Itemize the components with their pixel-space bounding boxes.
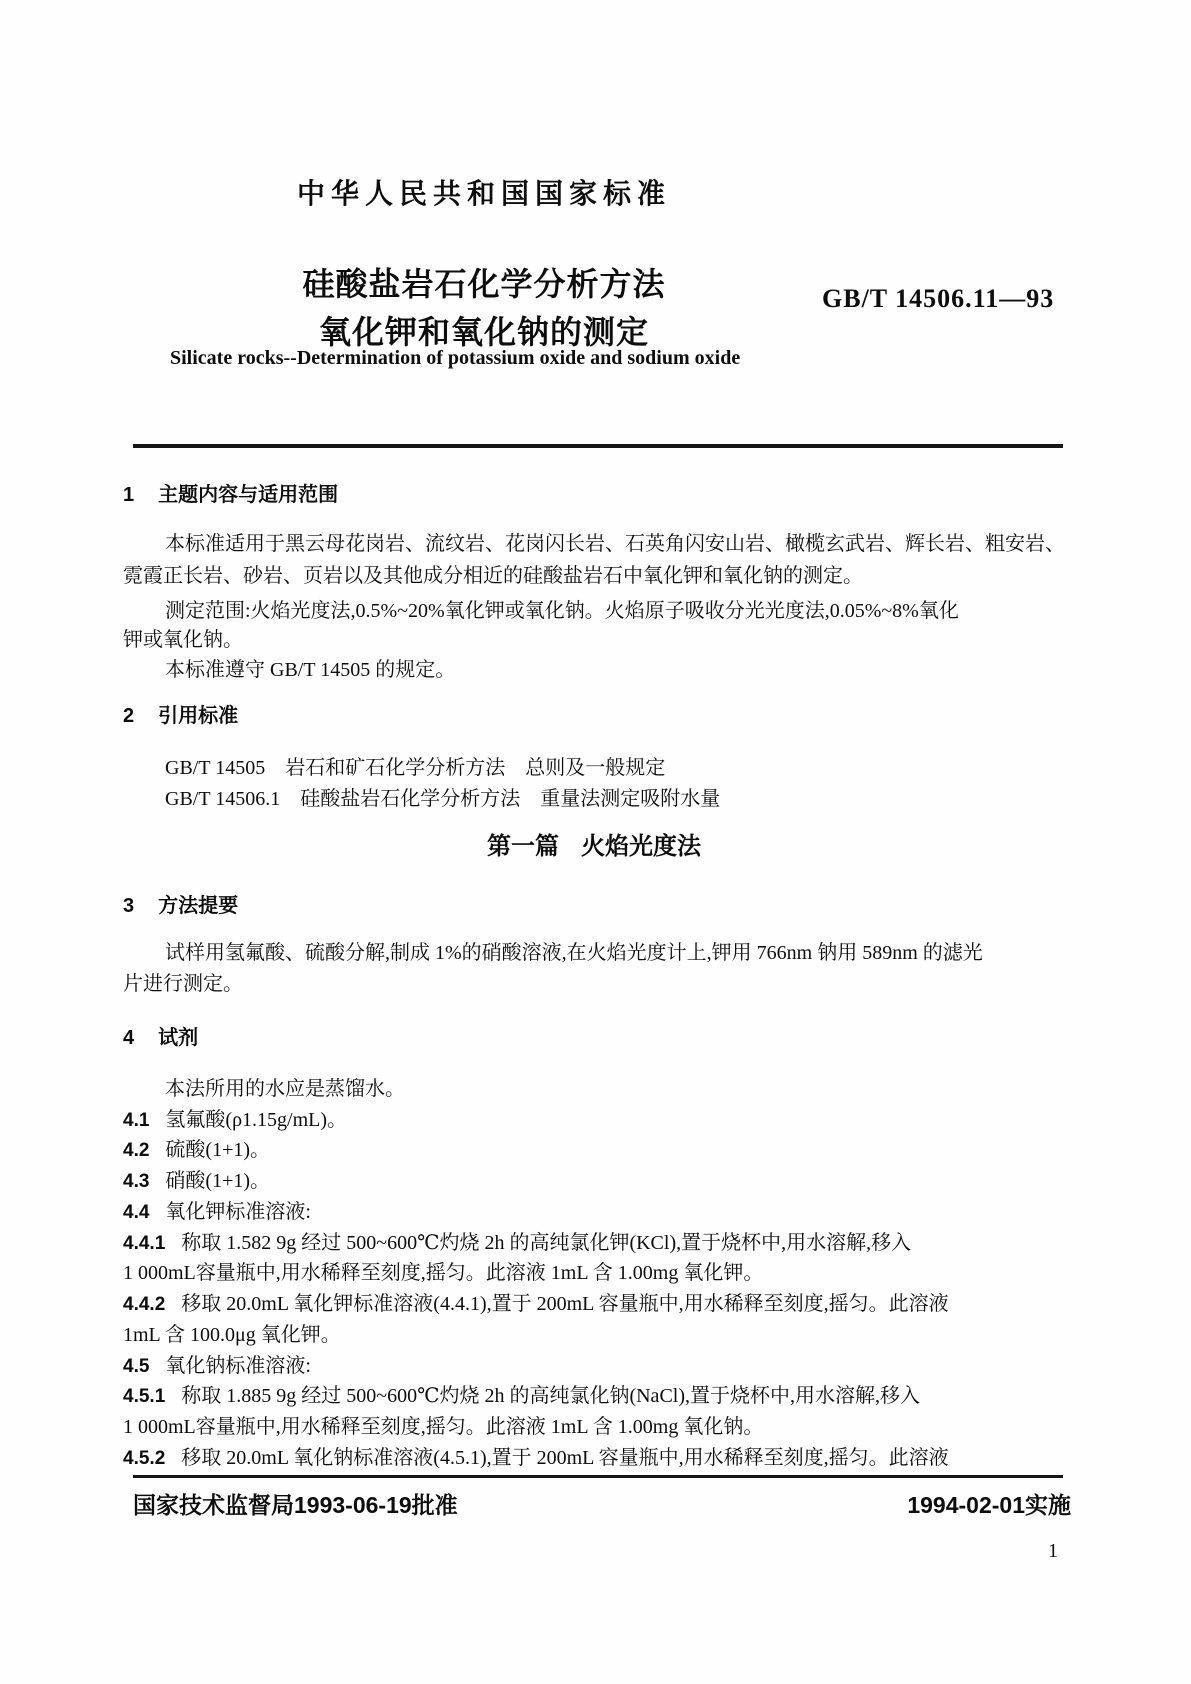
footer-approval: 国家技术监督局1993-06-19批准 [133,1492,458,1518]
item-text: 氧化钠标准溶液: [165,1355,311,1377]
method-summary-line-2: 片进行测定。 [123,973,243,995]
compliance-paragraph: 本标准遵守 GB/T 14505 的规定。 [165,659,456,681]
range-paragraph-line-2: 钾或氧化钠。 [123,629,243,651]
section-3-number: 3 [123,895,135,917]
section-2-heading [123,704,1073,728]
item-number: 4.4.1 [123,1233,166,1254]
reagent-item-4-4-1-cont: 1 000mL容量瓶中,用水稀释至刻度,摇匀。此溶液 1mL 含 1.00mg 氧化钾。 [123,1262,764,1284]
reagent-item-4-5-1 [123,1384,1073,1409]
item-text: 硫酸(1+1)。 [165,1139,271,1161]
scope-paragraph-line-2: 霓霞正长岩、砂岩、页岩以及其他成分相近的硅酸盐岩石中氧化钾和氧化钠的测定。 [123,565,863,587]
part-one-number: 第一篇 [487,833,559,860]
standard-code: GB/T 14506.11—93 [822,284,1055,313]
section-4-title: 试剂 [158,1027,199,1049]
item-number: 4.4.2 [123,1294,166,1315]
page-number: 1 [1048,1540,1058,1562]
section-4-number: 4 [123,1027,135,1049]
part-one-title: 火焰光度法 [581,833,701,860]
reagent-item-4-4-2-cont: 1mL 含 100.0μg 氧化钾。 [123,1324,341,1346]
reference-1: GB/T 14505 岩石和矿石化学分析方法 总则及一般规定 [165,757,666,779]
reagent-item-4-1 [123,1108,1073,1133]
item-number: 4.5.2 [123,1448,166,1469]
document-title-line2: 氧化钾和氧化钠的测定 [318,314,649,350]
item-number: 4.3 [123,1171,150,1192]
standard-label: 中华人民共和国国家标准 [296,178,671,209]
method-summary-line-1: 试样用氢氟酸、硫酸分解,制成 1%的硝酸溶液,在火焰光度计上,钾用 766nm 钠用 589nm 的滤光 [165,942,983,964]
reagent-item-4-4-2 [123,1292,1073,1317]
document-title-line1: 硅酸盐岩石化学分析方法 [302,266,666,302]
section-1-number: 1 [123,484,135,506]
item-number: 4.5 [123,1356,150,1377]
reagent-item-4-5 [123,1354,1073,1379]
range-paragraph-line-1: 测定范围:火焰光度法,0.5%~20%氧化钾或氧化钠。火焰原子吸收分光光度法,0.05%~8%氧化 [165,600,959,622]
reagent-item-4-5-1-cont: 1 000mL容量瓶中,用水稀释至刻度,摇匀。此溶液 1mL 含 1.00mg 氧化钠。 [123,1416,764,1438]
section-3-heading [123,894,1073,918]
reagent-item-4-4 [123,1200,1073,1225]
item-text: 称取 1.582 9g 经过 500~600℃灼烧 2h 的高纯氯化钾(KCl),置于烧杯中,用水溶解,移入 [181,1232,912,1254]
reference-2: GB/T 14506.1 硅酸盐岩石化学分析方法 重量法测定吸附水量 [165,788,721,810]
section-2-number: 2 [123,705,135,727]
reagent-item-4-5-2 [123,1446,1073,1471]
reagent-item-4-3 [123,1169,1073,1194]
scope-paragraph-line-1: 本标准适用于黑云母花岗岩、流纹岩、花岗闪长岩、石英角闪安山岩、橄榄玄武岩、辉长岩、粗安岩、 [165,533,1065,555]
item-number: 4.5.1 [123,1386,166,1407]
header-rule [133,444,1063,448]
item-number: 4.4 [123,1202,150,1223]
section-1-title: 主题内容与适用范围 [158,484,339,506]
english-subtitle: Silicate rocks--Determination of potassium oxide and sodium oxide [170,347,741,369]
item-number: 4.1 [123,1110,150,1131]
footer-rule [133,1475,1063,1478]
section-3-title: 方法提要 [158,895,239,917]
item-text: 移取 20.0mL 氧化钠标准溶液(4.5.1),置于 200mL 容量瓶中,用水稀释至刻度,摇匀。此溶液 [181,1447,949,1469]
section-4-heading [123,1026,1073,1050]
item-text: 氢氟酸(ρ1.15g/mL)。 [165,1109,348,1131]
part-one-heading [123,826,1065,861]
reagent-item-4-4-1 [123,1231,1073,1256]
item-text: 硝酸(1+1)。 [165,1170,271,1192]
footer-implementation: 1994-02-01实施 [907,1492,1071,1518]
section-1-heading [123,483,1073,507]
section-2-title: 引用标准 [158,705,239,727]
reagent-item-4-2 [123,1138,1073,1163]
item-text: 氧化钾标准溶液: [165,1201,311,1223]
item-text: 移取 20.0mL 氧化钾标准溶液(4.4.1),置于 200mL 容量瓶中,用水稀释至刻度,摇匀。此溶液 [181,1293,949,1315]
item-number: 4.2 [123,1140,150,1161]
item-text: 称取 1.885 9g 经过 500~600℃灼烧 2h 的高纯氯化钠(NaCl),置于烧杯中,用水溶解,移入 [181,1385,920,1407]
reagent-water-note: 本法所用的水应是蒸馏水。 [165,1078,405,1100]
footer [133,1487,1071,1520]
